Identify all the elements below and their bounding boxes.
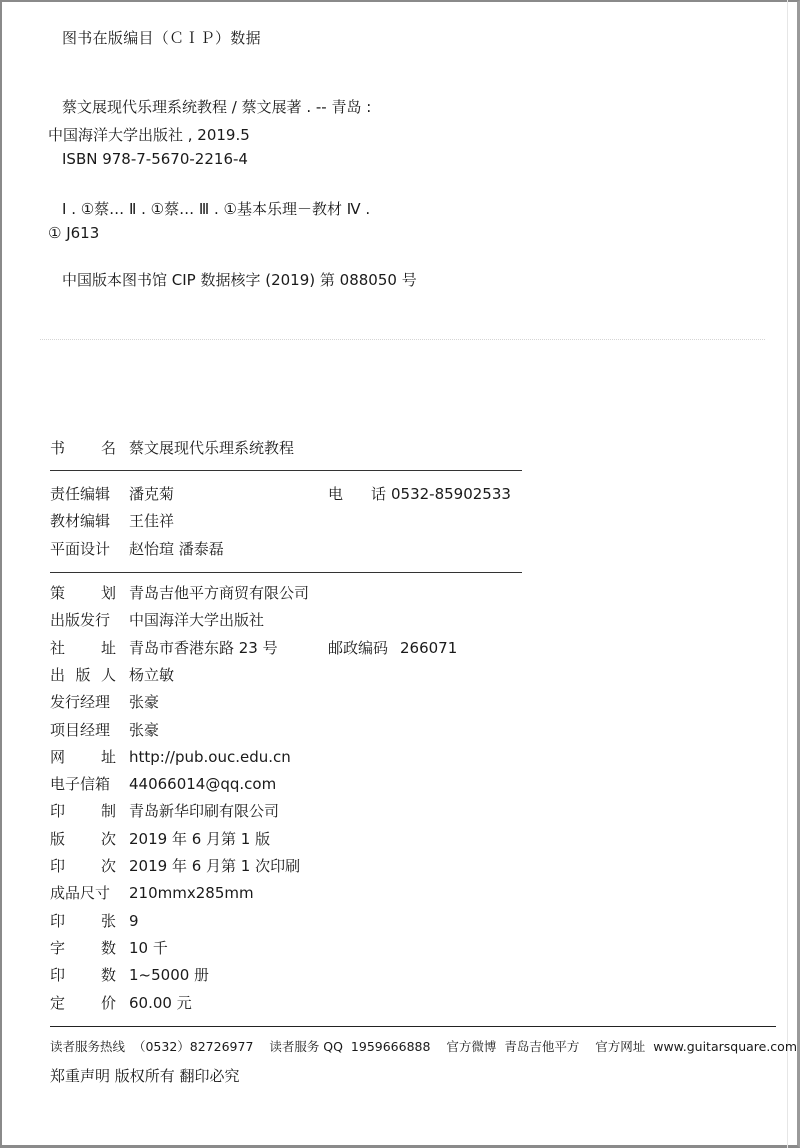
postal-code-value: 266071 [400,639,458,657]
row-label: 发行经理 [50,693,111,711]
row-value: 44066014@qq.com [129,775,277,793]
page-frame-inner-line [787,0,788,1148]
row-value: 中国海洋大学出版社 [129,611,265,629]
row-label: 字 数 [50,939,116,957]
row-value: 张豪 [129,693,160,711]
cip-classification-line1: Ⅰ . ①蔡… Ⅱ . ①蔡… Ⅲ . ①基本乐理－教材 Ⅳ . [62,200,371,218]
cip-title: 图书在版编目（ＣＩＰ）数据 [62,29,261,47]
row-value: 青岛吉他平方商贸有限公司 [129,584,310,602]
weibo-value: 青岛吉他平方 [504,1039,580,1054]
row-label: 出版发行 [50,611,111,629]
row-label: 版 次 [50,830,116,848]
hotline-value: （0532）82726977 [132,1039,254,1054]
cip-number: 中国版本图书馆 CIP 数据核字 (2019) 第 088050 号 [62,271,417,289]
row-label: 项目经理 [50,721,111,739]
postal-code-label: 邮政编码 [328,639,389,657]
row-value: 杨立敏 [129,666,175,684]
row-value: 10 千 [129,939,168,957]
row-label: 印 制 [50,802,116,820]
row-value: 9 [129,912,139,930]
row-value: 青岛市香港东路 23 号 [129,639,278,657]
row-label: 印 数 [50,966,116,984]
row-value: 210mmx285mm [129,884,254,902]
qq-label: 读者服务 QQ [269,1039,343,1054]
row-value: 2019 年 6 月第 1 次印刷 [129,857,301,875]
row-value: 60.00 元 [129,994,192,1012]
row-label: 书 名 [50,439,116,457]
responsible-editor-value: 潘克菊 [129,485,175,503]
row-value[interactable]: http://pub.ouc.edu.cn [129,748,291,766]
phone-label-1: 电 [328,485,344,503]
cip-entry-line1: 蔡文展现代乐理系统教程 / 蔡文展著 . -- 青岛 : [62,98,372,116]
cip-classification-line2: ① J613 [48,224,100,242]
rule-footer [50,1026,776,1027]
row-value: 青岛新华印刷有限公司 [129,802,280,820]
row-label: 成品尺寸 [50,884,111,902]
copyright-notice: 郑重声明 版权所有 翻印必究 [50,1067,240,1085]
footer-contact-line [50,1038,797,1056]
row-label: 电子信箱 [50,775,111,793]
cip-entry-line2: 中国海洋大学出版社 , 2019.5 [48,126,250,144]
cip-isbn: ISBN 978-7-5670-2216-4 [62,150,248,168]
textbook-editor-value: 王佳祥 [129,512,175,530]
row-value: 张豪 [129,721,160,739]
row-label: 策 划 [50,584,116,602]
phone-value: 0532-85902533 [391,485,511,503]
website-link[interactable]: www.guitarsquare.com [653,1039,797,1054]
hotline-label: 读者服务热线 [50,1039,126,1054]
rule-after-editors [50,572,522,573]
row-label: 印 张 [50,912,116,930]
graphic-design-value: 赵怡瑄 潘泰磊 [129,540,224,558]
rule-after-title [50,470,522,471]
row-value: 1~5000 册 [129,966,210,984]
row-value: 2019 年 6 月第 1 版 [129,830,271,848]
weibo-label: 官方微博 [446,1039,497,1054]
book-title-value: 蔡文展现代乐理系统教程 [129,439,295,457]
row-label: 定 价 [50,994,116,1012]
row-label: 印 次 [50,857,116,875]
row-label: 网 址 [50,748,116,766]
row-label: 社 址 [50,639,116,657]
dotted-separator [40,339,765,340]
website-label: 官方网址 [595,1039,646,1054]
phone-label-2: 话 [371,485,387,503]
qq-value: 1959666888 [350,1039,431,1054]
row-label: 出 版 人 [50,666,116,684]
